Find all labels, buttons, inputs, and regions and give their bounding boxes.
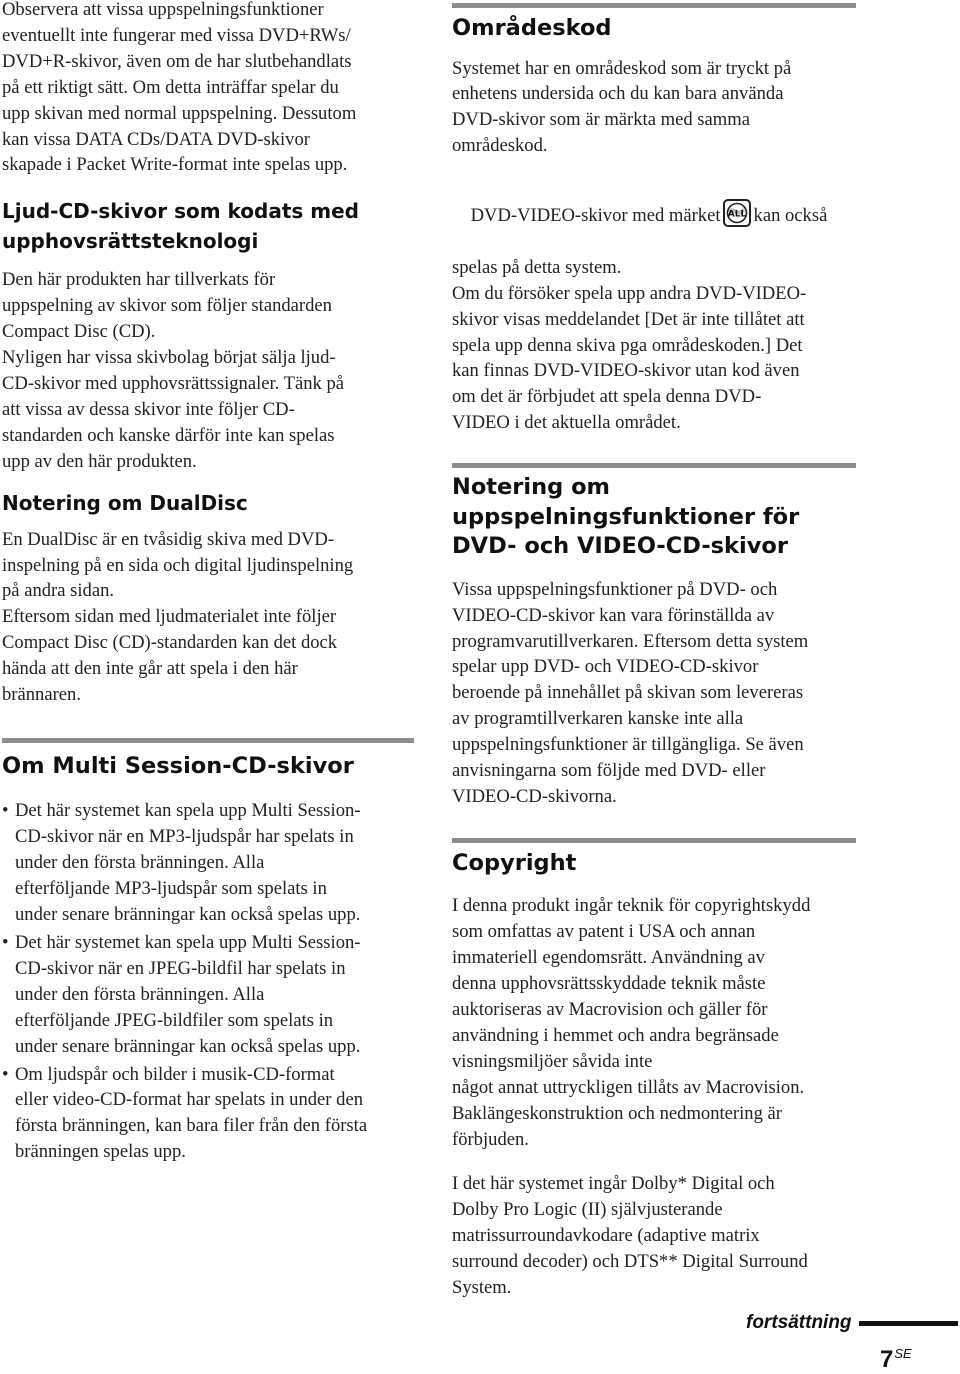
copy-cd-paragraph-1: Den här produkten har tillverkats för uppspelning av skivor som följer standarden Compact Disc (CD). (2, 269, 332, 343)
copyright-paragraph-2: I det här systemet ingår Dolby* Digital och Dolby Pro Logic (II) självjusterande matrissurroundavkodare (adaptive matrix surround decoder) och DTS** Digital Surround System. (452, 1173, 808, 1299)
region-text-a: DVD-VIDEO-skivor med märket (470, 205, 721, 227)
svg-text:ALL: ALL (727, 209, 746, 220)
list-item: • Det här systemet kan spela upp Multi Session- CD-skivor när en MP3-ljudspår har spelats in under den första bränningen. Alla efterföljande MP3-ljudspår som spelats in under senare bränningar kan också spelas upp. (2, 798, 414, 928)
continued-bar (859, 1321, 958, 1326)
copyright-paragraph-1: I denna produkt ingår teknik för copyrightskydd som omfattas av patent i USA och annan immateriell egendomsrätt. Användning av denna upphovsrättsskyddade teknik måste auktoriseras av Macrovision och gäller för användning i hemmet och andra begränsade visningsmiljöer såvida inte något annat uttryckligen tillåts av Macrovision. Baklängeskonstruktion och nedmontering är förbjuden. (452, 895, 811, 1150)
copy-cd-paragraph-2: Nyligen har vissa skivbolag börjat sälja ljud- CD-skivor med upphovsrättssignaler. Tänk på att vissa av dessa skivor inte följer CD- standarden och kanske därför inte kan spelas upp av den här produkten. (2, 347, 345, 472)
right-column (452, 0, 856, 1301)
playback-notes-heading: Notering om uppspelningsfunktioner för DVD- och VIDEO-CD-skivor (452, 474, 800, 560)
copy-cd-heading: Ljud-CD-skivor som kodats med upphovsrättsteknologi (2, 199, 359, 254)
dualdisc-heading: Notering om DualDisc (2, 490, 248, 515)
region-paragraph-1: Systemet har en områdeskod som är tryckt på enhetens undersida och du kan bara använda DVD-skivor som är märkta med samma områdeskod. (452, 57, 792, 157)
left-column (2, 0, 414, 1165)
dualdisc-paragraph-1: En DualDisc är en tvåsidig skiva med DVD- inspelning på en sida och digital ljudinspelning på andra sidan. (2, 528, 354, 602)
list-item: • Om ljudspår och bilder i musik-CD-format eller video-CD-format har spelats in under den första bränningen, kan bara filer från den första bränningen spelas upp. (2, 1062, 414, 1166)
region-paragraph-2-first-line (452, 173, 856, 255)
page-number (880, 1340, 912, 1374)
section-rule (452, 3, 856, 8)
region-text-b: kan också (753, 205, 828, 227)
multi-session-list (2, 798, 414, 1165)
intro-paragraph: Observera att vissa uppspelningsfunktioner eventuellt inte fungerar med vissa DVD+RWs/ DVD+R-skivor, även om de har slutbehandlats på ett riktigt sätt. Om detta inträffar spelar du upp skivan med normal uppspelning. Dessutom kan vissa DATA CDs/DATA DVD-skivor skapade i Packet Write-format inte spelas upp. (2, 0, 357, 176)
page-number-suffix: SE (894, 1346, 912, 1361)
page-number-value: 7 (880, 1346, 894, 1373)
continued-label: fortsättning (746, 1312, 852, 1333)
multi-session-heading: Om Multi Session-CD-skivor (2, 752, 354, 779)
playback-notes-paragraph: Vissa uppspelningsfunktioner på DVD- och VIDEO-CD-skivor kan vara förinställda av programvarutillverkaren. Eftersom detta system spelar upp DVD- och VIDEO-CD-skivor beroende på innehållet på skivan som levereras av programtillverkaren kanske inte alla uppspelningsfunktioner är tillgängliga. Se även anvisningarna som följde med DVD- eller VIDEO-CD-skivorna. (452, 578, 809, 807)
dualdisc-paragraph-2: Eftersom sidan med ljudmaterialet inte följer Compact Disc (CD)-standarden kan det dock hända att den inte går att spela i den här brännaren. (2, 606, 338, 706)
section-rule (452, 463, 856, 468)
region-code-heading: Områdeskod (452, 15, 612, 41)
list-item: • Det här systemet kan spela upp Multi Session- CD-skivor när en JPEG-bildfil har spelats in under den första bränningen. Alla efterföljande JPEG-bildfiler som spelats in under senare bränningar kan också spelas upp. (2, 930, 414, 1060)
section-rule (2, 738, 414, 743)
copyright-heading: Copyright (452, 849, 577, 876)
section-rule (452, 838, 856, 843)
region-paragraph-2: spelas på detta system. Om du försöker spela upp andra DVD-VIDEO- skivor visas meddelandet [Det är inte tillåtet att spela upp denna skiva pga områdeskoden.] Det kan finnas DVD-VIDEO-skivor utan kod även om det är förbjudet att spela denna DVD- VIDEO i det aktuella området. (452, 256, 807, 434)
region-all-globe-icon (723, 199, 751, 227)
